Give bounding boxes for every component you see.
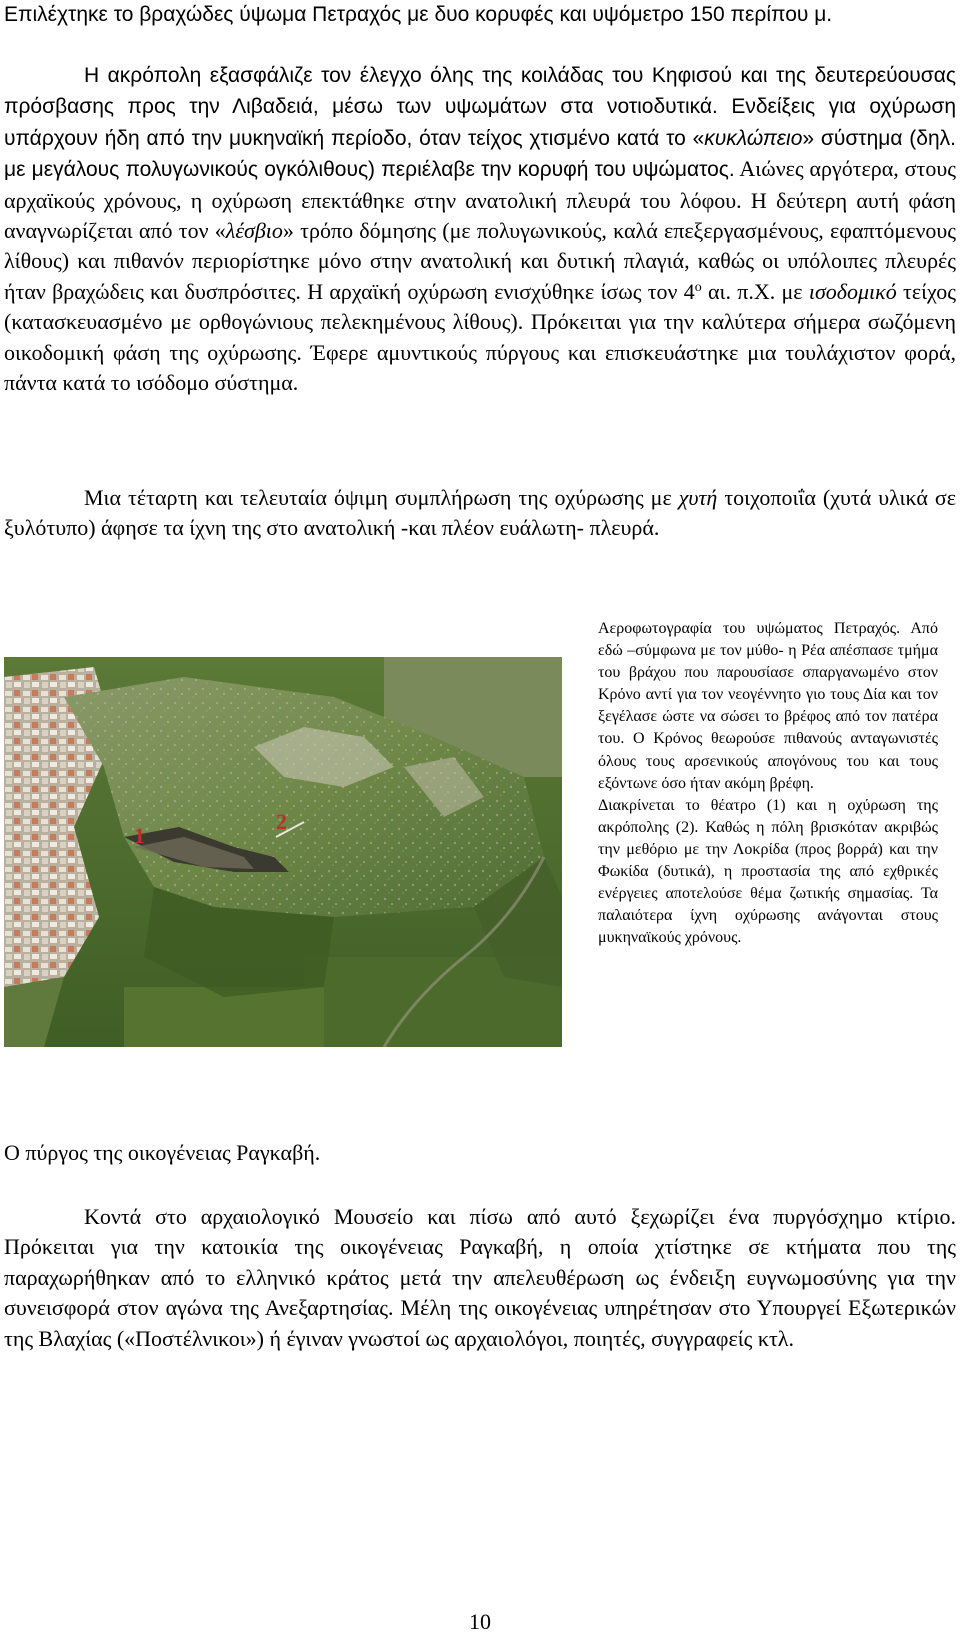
photo-caption bbox=[598, 618, 938, 949]
tower-heading: Ο πύργος της οικογένειας Ραγκαβή. bbox=[4, 1140, 321, 1165]
final-phase-paragraph bbox=[4, 483, 956, 544]
photo-label-fortification: 2 bbox=[276, 809, 287, 834]
acropolis-text-a: Η ακρόπολη εξασφάλιζε τον έλεγχο όλης της κοιλάδας του Κηφισού και της δευτερεύουσας πρόσβασης προς την Λιβαδειά, μέσω των υψωμάτων στα νοτιοδυτικά. Ενδείξεις για οχύρωση υπάρχουν ήδη από την μυκηναϊκή περίοδο, όταν τείχος χτισμένο κατά το « bbox=[4, 64, 956, 150]
final-phase-text-b: τοιχοποιΐα (χυτά υλικά σε ξυλότυπο) άφησε τα ίχνη της στο ανατολική -και πλέον ευάλωτη- πλευρά. bbox=[4, 485, 956, 541]
acropolis-text-d: » τρόπο δόμησης (με πολυγωνικούς, καλά επεξεργασμένους, εφαπτόμενους λίθους) και πιθανόν περιορίστηκε μόνο στην ανατολική και δυτική πλαγιά, καθώς οι υπόλοιπες πλευρές ήταν βραχώδεις και δυσπρόσιτες. Η αρχαϊκή οχύρωση ενισχύθηκε ίσως τον 4 bbox=[4, 218, 957, 304]
final-phase-em: χυτή bbox=[678, 485, 718, 510]
caption-paragraph-1: Αεροφωτογραφία του υψώματος Πετραχός. Από εδώ –σύμφωνα με τον μύθο- η Ρέα απέσπασε τμήμα του βράχου που παρουσίασε σπαργανωμένο στον Κρόνο αντί για τον νεογέννητο γιο τους Δία και τον ξεγέλασε ώστε να σώσει το βρέφος από τον πατέρα του. Ο Κρόνος θεωρούσε πιθανούς ανταγωνιστές όλους τους αρσενικούς απογόνους του και τους εξόντωνε όσο ήταν ακόμη βρέφη. bbox=[598, 620, 938, 792]
tower-text: Κοντά στο αρχαιολογικό Μουσείο και πίσω από αυτό ξεχωρίζει ένα πυργόσχημο κτίριο. Πρόκειται για την κατοικία της οικογένειας Ραγκαβή, η οποία χτίστηκε σε κτήματα που της παραχωρήθηκαν από το ελληνικό κράτος μετά την απελευθέρωση ως ένδειξη ευγνωμοσύνης για την συνεισφορά στον αγώνα της Ανεξαρτησίας. Μέλη της οικογένειας υπηρέτησαν στο Υπουργεί Εξωτερικών της Βλαχίας («Ποστέλνικοι») ή έγιναν γνωστοί ως αρχαιολόγοι, ποιητές, συγγραφείς κτλ. bbox=[4, 1204, 956, 1351]
acropolis-text-c: Αιώνες αργότερα, στους αρχαϊκούς χρόνους, η οχύρωση επεκτάθηκε στην ανατολική πλευρά του λόφου. Η δεύτερη αυτή φάση αναγνωρίζεται από τον « bbox=[4, 156, 956, 244]
intro-paragraph bbox=[4, 0, 956, 30]
page-number: 10 bbox=[469, 1609, 491, 1634]
intro-text: Επιλέχτηκε το βραχώδες ύψωμα Πετραχός με δυο κορυφές και υψόμετρο 150 περίπου μ. bbox=[4, 3, 833, 26]
acropolis-text-f: τείχος (κατασκευασμένο με ορθογώνιους πελεκημένους λίθους). Πρόκειται για την καλύτερα σήμερα σωζόμενη οικοδομική φάση της οχύρωσης. Έφερε αμυντικούς πύργους και επισκευάστηκε μια τουλάχιστον φορά, πάντα κατά το ισόδομο σύστημα. bbox=[4, 278, 956, 396]
caption-paragraph-2: Διακρίνεται το θέατρο (1) και η οχύρωση της ακρόπολης (2). Καθώς η πόλη βρισκόταν ακριβώς την μεθόριο με την Λοκρίδα (προς βορρά) και την Φωκίδα (δυτικά), η προστασία της από εχθρικές ενέργειες αποτελούσε θέμα ζωτικής σημασίας. Τα παλαιότερα ίχνη οχύρωσης ανάγονται στους μυκηναϊκούς χρόνους. bbox=[598, 796, 938, 947]
acropolis-em-cyclopean: κυκλώπειο bbox=[704, 126, 803, 150]
photo-label-theatre: 1 bbox=[134, 823, 145, 848]
acropolis-em-isodomic: ισοδομικό bbox=[808, 278, 897, 304]
tower-paragraph bbox=[4, 1202, 956, 1354]
acropolis-text-b: » σύστημα (δηλ. με μεγάλους πολυγωνικούς ογκόλιθους) περιέλαβε την κορυφή του υψώματος. bbox=[4, 126, 957, 182]
acropolis-paragraph bbox=[4, 60, 956, 398]
century-superscript: ο bbox=[694, 279, 702, 295]
final-phase-text-a: Μια τέταρτη και τελευταία όψιμη συμπλήρωση της οχύρωσης με bbox=[84, 485, 679, 510]
aerial-photo bbox=[4, 657, 562, 1047]
acropolis-em-lesbian: λέσβιο bbox=[225, 218, 283, 244]
acropolis-text-e: αι. π.Χ. με bbox=[701, 278, 809, 304]
